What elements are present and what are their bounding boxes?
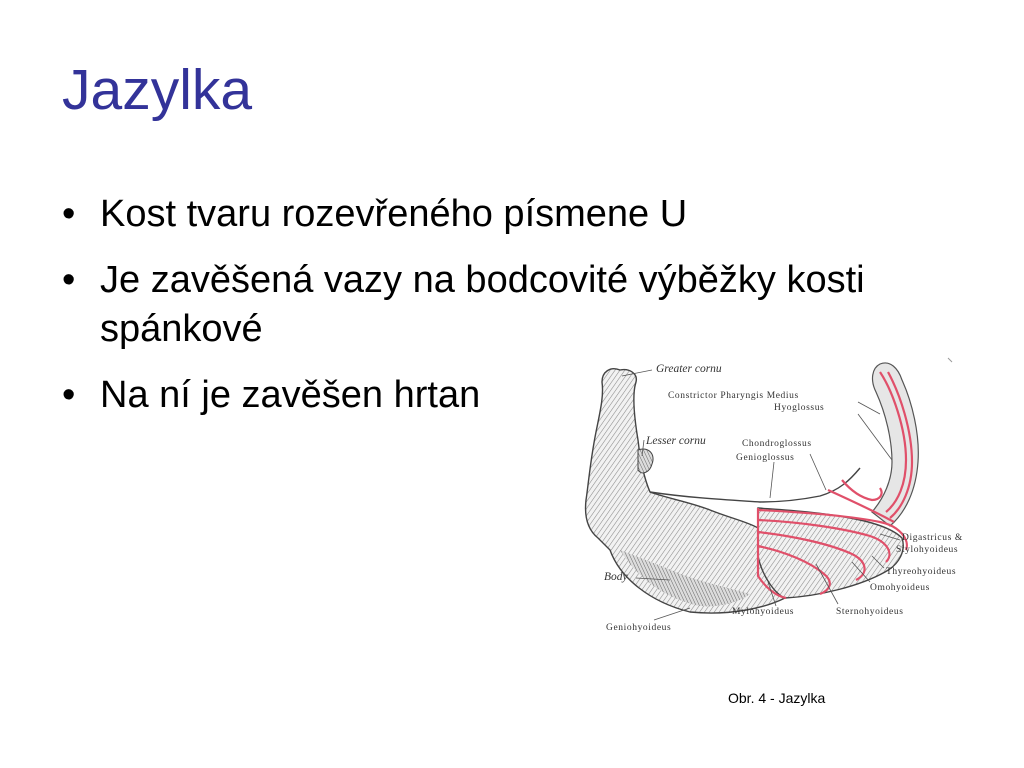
bullet-icon: • xyxy=(62,193,76,235)
label-stylohyoideus: Stylohyoideus xyxy=(896,545,959,555)
label-constrictor: Constrictor Pharyngis Medius xyxy=(668,391,799,401)
bullet-icon: • xyxy=(62,374,76,416)
label-genioglossus: Genioglossus xyxy=(736,453,795,463)
label-sternohyoideus: Sternohyoideus xyxy=(836,607,904,617)
bullet-text: Je zavěšená vazy na bodcovité výběžky kosti spánkové xyxy=(100,259,865,350)
label-geniohyoideus: Geniohyoideus xyxy=(606,623,672,633)
label-hyoglossus: Hyoglossus xyxy=(774,403,825,413)
label-mylohyoideus: Mylohyoideus xyxy=(732,607,795,617)
label-lesser-cornu: Lesser cornu xyxy=(646,435,706,447)
bullet-item xyxy=(62,190,942,239)
bullet-text: Na ní je zavěšen hrtan xyxy=(100,374,481,416)
label-greater-cornu: Greater cornu xyxy=(656,363,722,375)
figure-caption: Obr. 4 - Jazylka xyxy=(728,690,826,706)
label-thyreohyoideus: Thyreohyoideus xyxy=(886,567,957,577)
bullet-text: Kost tvaru rozevřeného písmene U xyxy=(100,193,688,235)
label-omohyoideus: Omohyoideus xyxy=(870,583,930,593)
hyoid-bone-illustration xyxy=(580,350,990,640)
label-body: Body xyxy=(604,571,628,583)
label-chondroglossus: Chondroglossus xyxy=(742,439,812,449)
label-digastricus: Digastricus & xyxy=(902,533,963,543)
slide-title: Jazylka xyxy=(62,58,253,122)
bullet-icon: • xyxy=(62,259,76,301)
bullet-item xyxy=(62,256,942,354)
